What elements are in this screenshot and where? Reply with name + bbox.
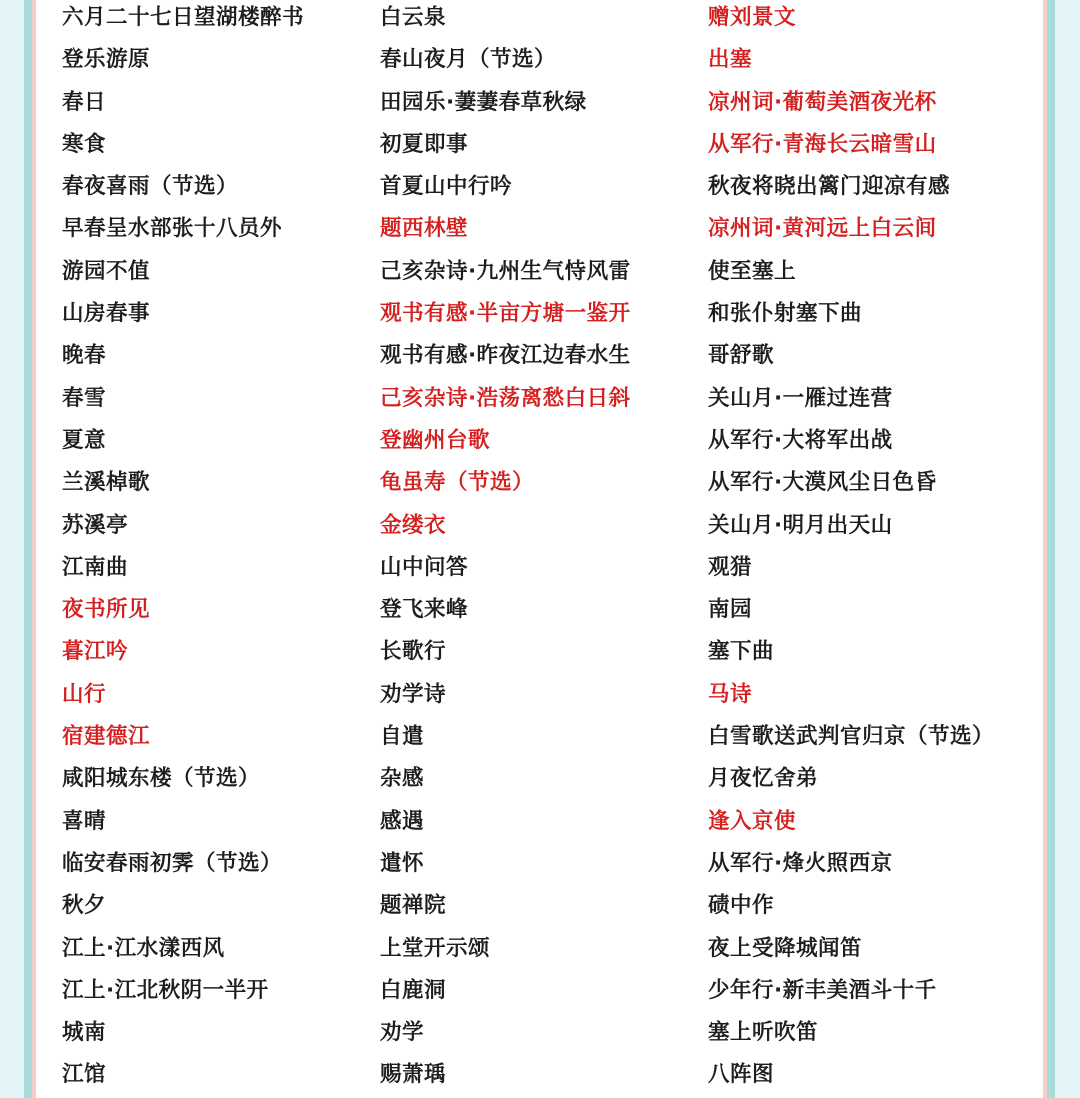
poem-title: 江馆: [62, 1062, 107, 1088]
poem-title: 凉州词·葡萄美酒夜光杯: [708, 89, 937, 115]
poem-title: 杂感: [380, 766, 425, 792]
poem-title: 题西林壁: [380, 216, 469, 242]
poem-title: 和张仆射塞下曲: [708, 301, 863, 327]
poem-title: 暮江吟: [62, 639, 129, 665]
poem-title: 赐萧瑀: [380, 1062, 447, 1088]
left-border-teal: [24, 0, 32, 1098]
poem-column-2: [380, 0, 631, 1097]
poem-title: 劝学: [380, 1020, 425, 1046]
poem-title: 六月二十七日望湖楼醉书: [62, 5, 305, 30]
poem-title: 马诗: [708, 681, 753, 707]
poem-title: 早春呈水部张十八员外: [62, 216, 283, 242]
poem-title: 江上·江北秋阴一半开: [62, 977, 269, 1003]
poem-title: 自遣: [380, 724, 425, 750]
poem-column-1: [62, 0, 304, 1097]
poem-title: 兰溪棹歌: [62, 470, 151, 496]
poem-title: 从军行·大将军出战: [708, 427, 893, 453]
poem-title: 塞下曲: [708, 639, 775, 665]
poem-title: 从军行·大漠风尘日色昏: [708, 470, 937, 496]
poem-title: 己亥杂诗·九州生气恃风雷: [380, 258, 631, 284]
poem-title: 金缕衣: [380, 512, 447, 538]
poem-title: 少年行·新丰美酒斗十千: [708, 977, 937, 1003]
poem-title: 夜书所见: [62, 597, 151, 623]
poem-title: 己亥杂诗·浩荡离愁白日斜: [380, 385, 631, 411]
poem-title: 游园不值: [62, 258, 151, 284]
poem-title: 遣怀: [380, 850, 425, 876]
poem-title: 首夏山中行吟: [380, 174, 513, 200]
left-margin: [0, 0, 24, 1098]
poem-title: 山行: [62, 681, 107, 707]
poem-title: 劝学诗: [380, 681, 447, 707]
poem-title: 夏意: [62, 427, 107, 453]
poem-title: 长歌行: [380, 639, 447, 665]
right-border-teal: [1047, 0, 1055, 1098]
poem-title: 苏溪亭: [62, 512, 129, 538]
poem-title: 赠刘景文: [708, 5, 797, 30]
poem-title: 南园: [708, 597, 753, 623]
poem-title: 龟虽寿（节选）: [380, 470, 535, 496]
poem-title: 春山夜月（节选）: [380, 47, 557, 73]
poem-title: 观猎: [708, 554, 753, 580]
poem-title: 田园乐·萋萋春草秋绿: [380, 89, 587, 115]
poem-title: 白雪歌送武判官归京（节选）: [708, 724, 995, 750]
poem-title: 秋夜将晓出篱门迎凉有感: [708, 174, 951, 200]
poem-title: 秋夕: [62, 893, 107, 919]
poem-title: 夜上受降城闻笛: [708, 935, 863, 961]
poem-title: 观书有感·半亩方塘一鉴开: [380, 301, 631, 327]
poem-title: 从军行·青海长云暗雪山: [708, 131, 937, 157]
poem-title: 春雪: [62, 385, 107, 411]
poem-title: 山中问答: [380, 554, 469, 580]
poem-title: 登飞来峰: [380, 597, 469, 623]
poem-title: 关山月·明月出天山: [708, 512, 893, 538]
poem-title: 春夜喜雨（节选）: [62, 174, 239, 200]
poem-title: 城南: [62, 1020, 107, 1046]
poem-title: 塞上听吹笛: [708, 1020, 819, 1046]
poem-column-3: [708, 0, 994, 1097]
poem-title: 凉州词·黄河远上白云间: [708, 216, 937, 242]
poem-title: 碛中作: [708, 893, 775, 919]
poem-title: 登乐游原: [62, 47, 151, 73]
poem-title: 上堂开示颂: [380, 935, 491, 961]
right-margin: [1055, 0, 1080, 1098]
poem-title: 咸阳城东楼（节选）: [62, 766, 261, 792]
poem-title: 喜晴: [62, 808, 107, 834]
poem-title: 寒食: [62, 131, 107, 157]
poem-title: 使至塞上: [708, 258, 797, 284]
poem-title: 江南曲: [62, 554, 129, 580]
poem-title: 关山月·一雁过连营: [708, 385, 893, 411]
poem-title: 八阵图: [708, 1062, 775, 1088]
poem-title: 临安春雨初霁（节选）: [62, 850, 283, 876]
poem-title: 宿建德江: [62, 724, 151, 750]
poem-title: 山房春事: [62, 301, 151, 327]
poem-title: 白鹿洞: [380, 977, 447, 1003]
poem-title: 白云泉: [380, 5, 447, 30]
poem-title: 春日: [62, 89, 107, 115]
poem-title: 晚春: [62, 343, 107, 369]
poem-title: 哥舒歌: [708, 343, 775, 369]
poem-title: 登幽州台歌: [380, 427, 491, 453]
poem-title: 江上·江水漾西风: [62, 935, 225, 961]
poem-title: 观书有感·昨夜江边春水生: [380, 343, 631, 369]
poem-title: 从军行·烽火照西京: [708, 850, 893, 876]
poem-title: 感遇: [380, 808, 425, 834]
poem-title: 出塞: [708, 47, 753, 73]
poem-title: 逢入京使: [708, 808, 797, 834]
poem-title: 月夜忆舍弟: [708, 766, 819, 792]
poem-title: 初夏即事: [380, 131, 469, 157]
poem-title: 题禅院: [380, 893, 447, 919]
